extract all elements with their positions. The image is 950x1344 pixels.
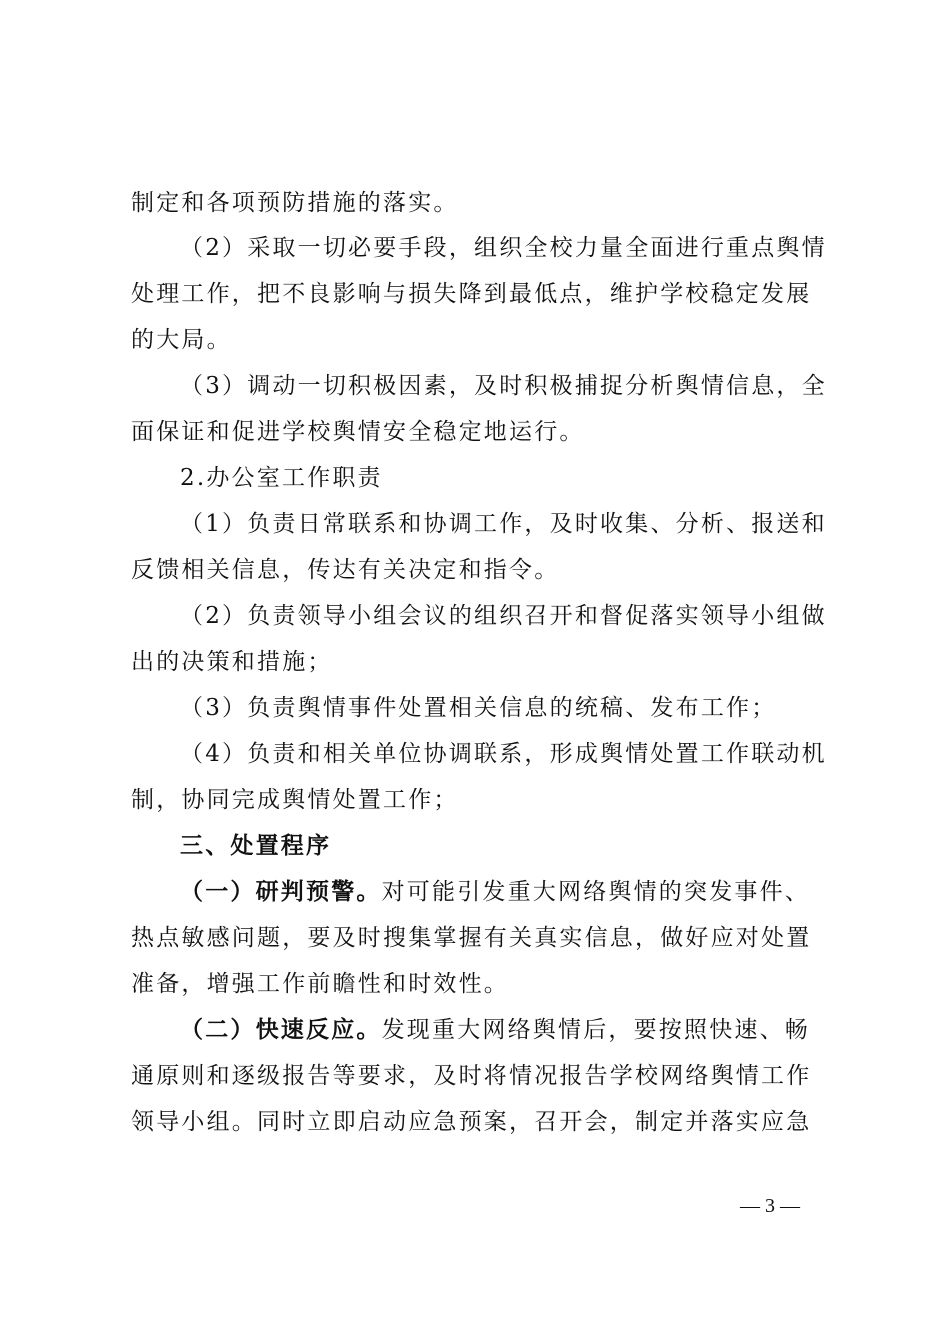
- paragraph-text: 对可能引发重大网络舆情的突发事件、: [381, 879, 811, 905]
- paragraph-line: [180, 877, 831, 907]
- subsection-title: 2.办公室工作职责: [180, 465, 383, 491]
- paragraph-line: 制，协同完成舆情处置工作；: [131, 787, 459, 813]
- paragraph-line: （1）负责日常联系和协调工作，及时收集、分析、报送和: [180, 511, 827, 537]
- paragraph-line: （2）负责领导小组会议的组织召开和督促落实领导小组做: [180, 603, 827, 629]
- paragraph-line: 的大局。: [131, 327, 232, 353]
- paragraph-line: 制定和各项预防措施的落实。: [131, 190, 459, 216]
- paragraph-line: （4）负责和相关单位协调联系，形成舆情处置工作联动机: [180, 741, 827, 767]
- paragraph-line: 面保证和促进学校舆情安全稳定地运行。: [131, 419, 585, 445]
- section-heading: 三、处置程序: [180, 832, 332, 859]
- paragraph-title: （二）快速反应。: [180, 1016, 382, 1043]
- paragraph-text: 发现重大网络舆情后，要按照快速、畅: [381, 1017, 811, 1043]
- paragraph-line: （3）负责舆情事件处置相关信息的统稿、发布工作；: [180, 695, 777, 721]
- paragraph-title: （一）研判预警。: [180, 878, 382, 905]
- paragraph-line: （3）调动一切积极因素，及时积极捕捉分析舆情信息，全: [180, 373, 827, 399]
- paragraph-line: 准备，增强工作前瞻性和时效性。: [131, 971, 509, 997]
- paragraph-line: 处理工作，把不良影响与损失降到最低点，维护学校稳定发展: [131, 281, 812, 307]
- paragraph-line: 热点敏感问题，要及时搜集掌握有关真实信息，做好应对处置: [131, 925, 812, 951]
- paragraph-line: 领导小组。同时立即启动应急预案，召开会，制定并落实应急: [131, 1109, 812, 1135]
- paragraph-line: [180, 1015, 831, 1045]
- page-number: — 3 —: [740, 1195, 800, 1217]
- paragraph-line: （2）采取一切必要手段，组织全校力量全面进行重点舆情: [180, 235, 827, 261]
- paragraph-line: 出的决策和措施；: [131, 649, 333, 675]
- paragraph-line: 反馈相关信息，传达有关决定和指令。: [131, 557, 560, 583]
- paragraph-line: 通原则和逐级报告等要求，及时将情况报告学校网络舆情工作: [131, 1063, 812, 1089]
